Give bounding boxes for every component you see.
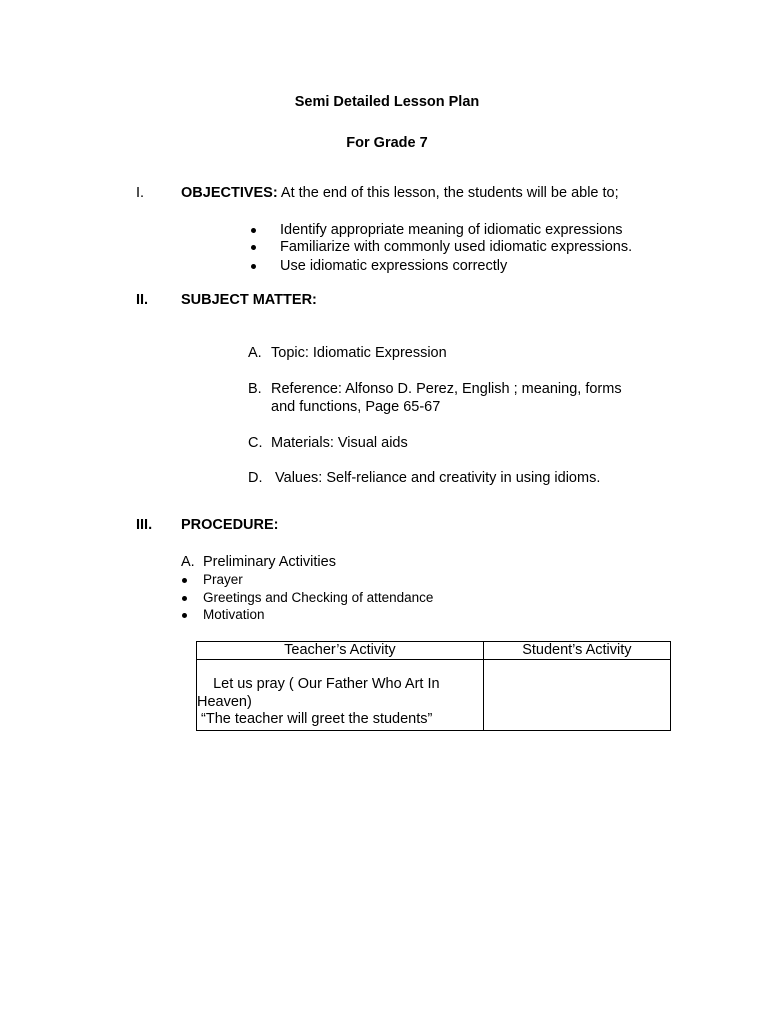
bullet-icon	[251, 228, 256, 233]
teacher-activity-line: Heaven)	[197, 693, 252, 710]
list-letter: D.	[248, 470, 263, 486]
list-letter: A.	[248, 345, 262, 361]
document-subtitle: For Grade 7	[346, 135, 428, 151]
bullet-icon	[182, 613, 187, 618]
subject-values: Values: Self-reliance and creativity in using idioms.	[271, 470, 601, 486]
objective-item: Use idiomatic expressions correctly	[280, 258, 508, 274]
bullet-icon	[251, 264, 256, 269]
subject-matter-heading: SUBJECT MATTER:	[181, 292, 317, 308]
bullet-icon	[182, 578, 187, 583]
subject-topic: Topic: Idiomatic Expression	[271, 345, 447, 361]
teacher-activity-line: Let us pray ( Our Father Who Art In	[197, 676, 440, 692]
list-letter: B.	[248, 381, 262, 397]
list-letter: A.	[181, 554, 195, 570]
activity-item: Prayer	[203, 572, 243, 587]
list-letter: C.	[248, 435, 263, 451]
subject-reference: Reference: Alfonso D. Perez, English ; meaning, forms	[271, 381, 622, 397]
teacher-activity-cell	[197, 660, 484, 731]
table-row	[197, 660, 671, 731]
table-header-row	[197, 642, 671, 660]
teacher-activity-line: “The teacher will greet the students”	[197, 711, 433, 727]
activity-table	[196, 641, 671, 731]
section-numeral-procedure: III.	[136, 517, 153, 533]
objectives-heading: OBJECTIVES:	[181, 185, 278, 201]
objectives-intro: At the end of this lesson, the students will be able to;	[277, 185, 619, 201]
objective-item: Familiarize with commonly used idiomatic expressions.	[280, 239, 633, 255]
preliminary-activities-heading: Preliminary Activities	[203, 554, 336, 570]
section-numeral-objectives: I.	[136, 185, 145, 201]
subject-materials: Materials: Visual aids	[271, 435, 408, 451]
section-numeral-subject-matter: II.	[136, 292, 149, 308]
procedure-heading: PROCEDURE:	[181, 517, 279, 533]
bullet-icon	[182, 596, 187, 601]
subject-reference-continued: and functions, Page 65-67	[271, 399, 441, 415]
document-title: Semi Detailed Lesson Plan	[294, 94, 480, 110]
objectives-heading-line	[181, 185, 619, 201]
activity-item: Greetings and Checking of attendance	[203, 590, 434, 605]
student-activity-header: Student’s Activity	[483, 642, 670, 660]
activity-item: Motivation	[203, 607, 265, 622]
teacher-activity-header: Teacher’s Activity	[197, 642, 484, 660]
objective-item: Identify appropriate meaning of idiomatic expressions	[280, 222, 623, 238]
student-activity-cell	[483, 660, 670, 731]
bullet-icon	[251, 245, 256, 250]
